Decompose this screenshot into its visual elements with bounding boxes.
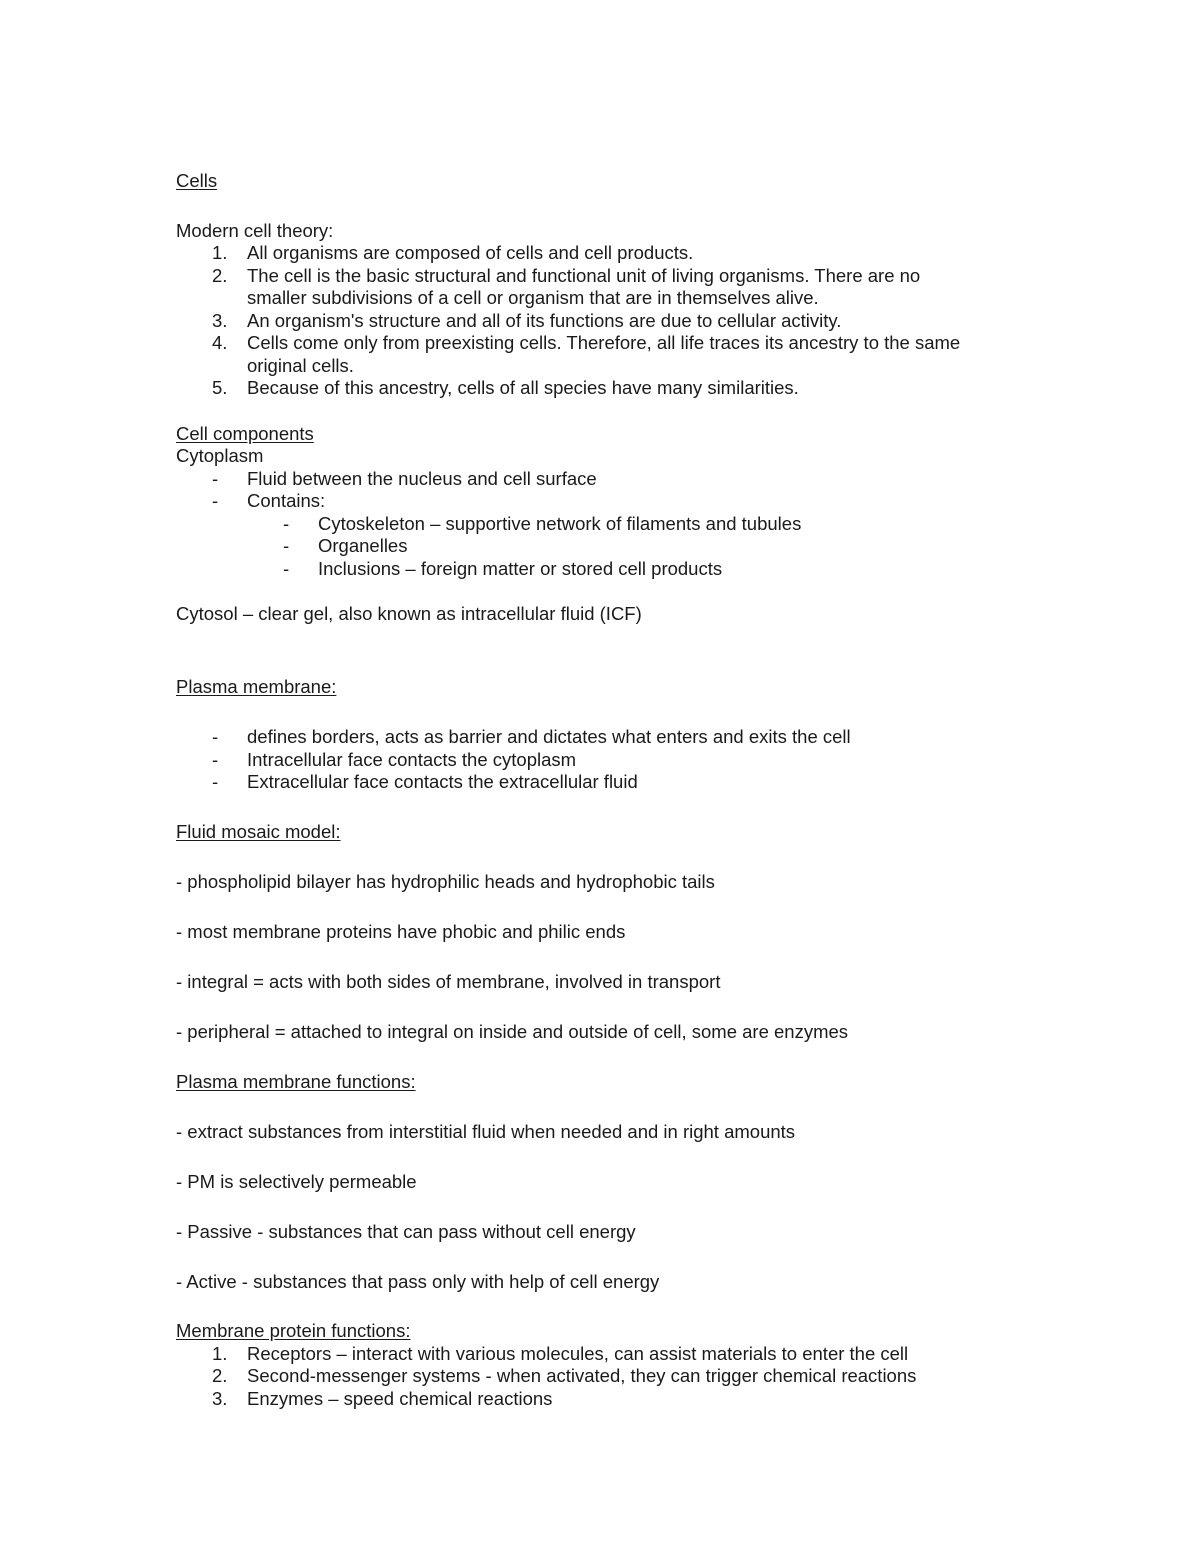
list-item: Contains: [247, 490, 326, 511]
plasma-membrane-heading: Plasma membrane: [176, 676, 337, 697]
paragraph-line: - most membrane proteins have phobic and philic ends [176, 921, 626, 942]
paragraph-line: - phospholipid bilayer has hydrophilic heads and hydrophobic tails [176, 871, 715, 892]
sub-list-item: Inclusions – foreign matter or stored cell products [318, 558, 723, 579]
paragraph-line: - Passive - substances that can pass without cell energy [176, 1221, 636, 1242]
bullet-marker: - [212, 749, 219, 770]
list-item: Enzymes – speed chemical reactions [247, 1388, 553, 1409]
bullet-marker: - [212, 726, 219, 747]
paragraph-line: - integral = acts with both sides of membrane, involved in transport [176, 971, 721, 992]
paragraph-line: - PM is selectively permeable [176, 1171, 417, 1192]
protein-functions-heading: Membrane protein functions: [176, 1320, 411, 1341]
bullet-marker: - [283, 558, 290, 579]
bullet-marker: - [212, 490, 219, 511]
sub-list-item: Cytoskeleton – supportive network of filaments and tubules [318, 513, 802, 534]
bullet-marker: - [283, 535, 290, 556]
list-marker: 2. [212, 1365, 228, 1386]
cytoplasm-subheading: Cytoplasm [176, 445, 264, 466]
list-item: defines borders, acts as barrier and dictates what enters and exits the cell [247, 726, 851, 747]
list-marker: 5. [212, 377, 228, 398]
list-item: Second-messenger systems - when activated, they can trigger chemical reactions [247, 1365, 917, 1386]
paragraph-line: - extract substances from interstitial fluid when needed and in right amounts [176, 1121, 796, 1142]
list-item: All organisms are composed of cells and cell products. [247, 242, 694, 263]
list-item: An organism's structure and all of its functions are due to cellular activity. [247, 310, 842, 331]
list-item: The cell is the basic structural and functional unit of living organisms. There are no [247, 265, 921, 286]
list-marker: 3. [212, 1388, 228, 1409]
bullet-marker: - [283, 513, 290, 534]
page-title: Cells [176, 170, 218, 191]
fluid-mosaic-heading: Fluid mosaic model: [176, 821, 341, 842]
list-item: Intracellular face contacts the cytoplasm [247, 749, 577, 770]
cytosol-text: Cytosol – clear gel, also known as intracellular fluid (ICF) [176, 603, 642, 624]
list-marker: 1. [212, 242, 228, 263]
paragraph-line: - peripheral = attached to integral on inside and outside of cell, some are enzymes [176, 1021, 849, 1042]
list-item: Extracellular face contacts the extracellular fluid [247, 771, 638, 792]
list-item-continuation: smaller subdivisions of a cell or organism that are in themselves alive. [247, 287, 819, 308]
bullet-marker: - [212, 468, 219, 489]
list-item: Fluid between the nucleus and cell surface [247, 468, 597, 489]
bullet-marker: - [212, 771, 219, 792]
list-item: Receptors – interact with various molecules, can assist materials to enter the cell [247, 1343, 909, 1364]
cell-theory-heading: Modern cell theory: [176, 220, 334, 241]
list-item: Cells come only from preexisting cells. Therefore, all life traces its ancestry to the same [247, 332, 961, 353]
paragraph-line: - Active - substances that pass only with help of cell energy [176, 1271, 660, 1292]
cell-components-heading: Cell components [176, 423, 314, 444]
pm-functions-heading: Plasma membrane functions: [176, 1071, 416, 1092]
list-marker: 3. [212, 310, 228, 331]
list-item-continuation: original cells. [247, 355, 354, 376]
list-item: Because of this ancestry, cells of all species have many similarities. [247, 377, 799, 398]
list-marker: 1. [212, 1343, 228, 1364]
sub-list-item: Organelles [318, 535, 408, 556]
list-marker: 2. [212, 265, 228, 286]
list-marker: 4. [212, 332, 228, 353]
